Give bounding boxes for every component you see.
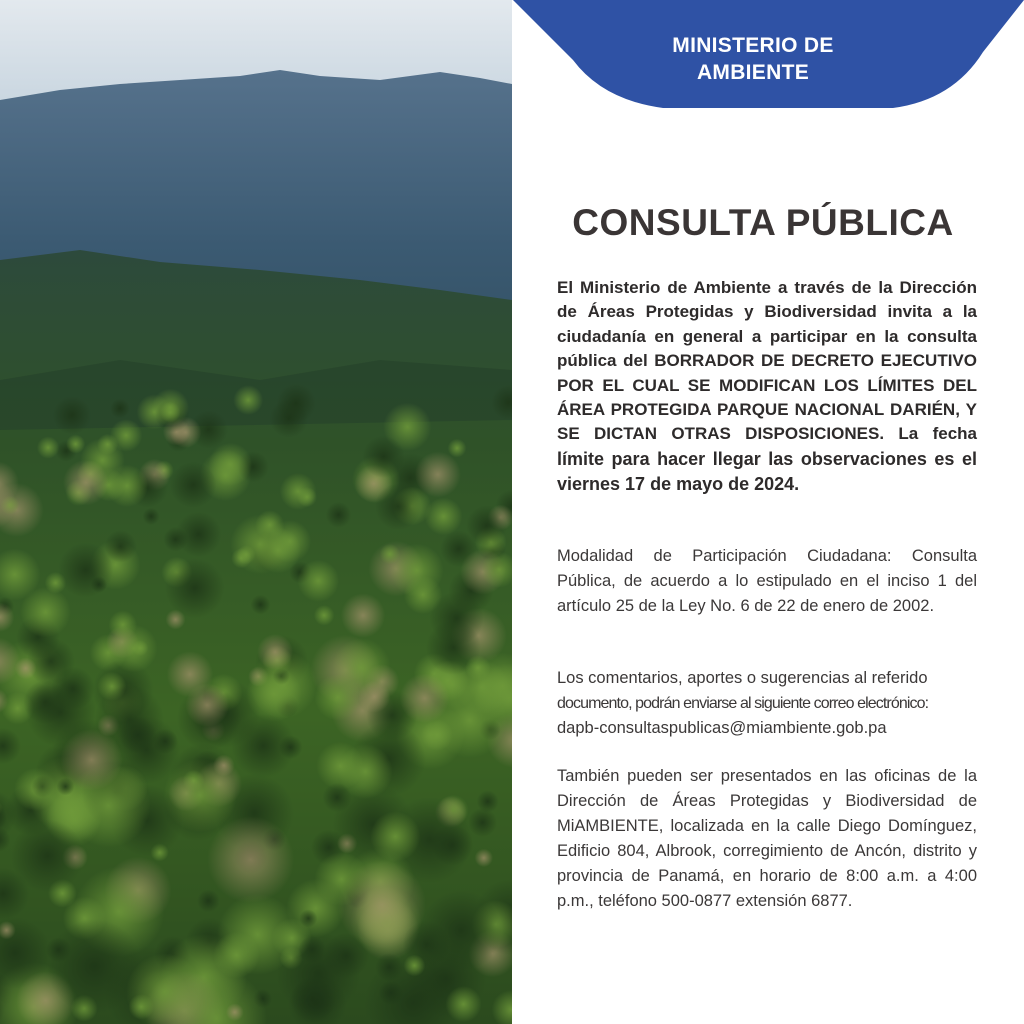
tree-canopy-texture — [375, 953, 403, 981]
tree-canopy-texture — [197, 889, 220, 912]
comments-paragraph — [557, 666, 977, 741]
tree-canopy-texture — [445, 986, 481, 1022]
tree-canopy-texture — [106, 465, 148, 507]
tree-canopy-texture — [207, 816, 294, 903]
ministry-name — [513, 32, 993, 86]
office-info: También pueden ser presentados en las oficinas de la Dirección de Áreas Protegidas y Biodiversidad de MiAMBIENTE, localizada en la calle Diego Domínguez, Edificio 804, Albrook, corregimiento de Ancón, distrito y provincia de Panamá, en horario de 8:00 a.m. a 4:00 p.m., teléfono 500-0877 extensión 6877. — [557, 767, 977, 910]
tree-canopy-texture — [358, 681, 390, 713]
tree-canopy-texture — [246, 666, 301, 721]
tree-canopy-texture — [297, 560, 339, 602]
tree-canopy-texture — [430, 591, 484, 645]
tree-canopy-texture — [226, 1003, 244, 1021]
tree-canopy-texture — [326, 502, 352, 528]
tree-canopy-texture — [110, 625, 158, 673]
ministry-name-line2: AMBIENTE — [696, 61, 810, 84]
tree-canopy-texture — [97, 434, 118, 455]
tree-canopy-texture — [170, 462, 216, 508]
comments-line2: documento, podrán enviarse al siguiente correo electrónico: — [557, 695, 929, 712]
tree-canopy-texture — [251, 595, 271, 615]
tree-canopy-texture — [314, 605, 335, 626]
tree-canopy-texture — [230, 515, 289, 574]
deadline-text: límite para hacer llegar las observaciones es el viernes 17 de mayo de 2024. — [557, 448, 977, 495]
tree-canopy-texture — [213, 932, 259, 978]
participation-mode: Modalidad de Participación Ciudadana: Consulta Pública, de acuerdo a lo estipulado en el inciso 1 del artículo 25 de la Ley No. 6 de 22 de enero de 2002. — [557, 547, 977, 615]
tree-canopy-texture — [448, 439, 467, 458]
tree-canopy-texture — [468, 808, 497, 837]
tree-canopy-texture — [58, 543, 113, 598]
tree-canopy-texture — [370, 811, 420, 861]
tree-canopy-texture — [415, 452, 461, 498]
contact-email[interactable]: dapb-consultaspublicas@miambiente.gob.pa — [557, 719, 887, 737]
tree-canopy-texture — [455, 660, 509, 714]
tree-canopy-texture — [110, 399, 130, 419]
tree-canopy-texture — [315, 852, 369, 906]
tree-canopy-texture — [46, 937, 71, 962]
tree-canopy-texture — [257, 634, 293, 670]
tree-canopy-texture — [276, 384, 315, 423]
tree-canopy-texture — [375, 483, 421, 529]
tree-canopy-texture — [160, 402, 181, 423]
tree-canopy-texture — [390, 544, 444, 598]
tree-canopy-texture — [61, 729, 123, 791]
tree-canopy-texture — [163, 527, 188, 552]
tree-canopy-texture — [53, 396, 91, 434]
tree-canopy-texture — [477, 790, 499, 812]
tree-canopy-texture — [11, 819, 84, 892]
announcement-text: El Ministerio de Ambiente a través de la Dirección de Áreas Protegidas y Biodiversidad invita a la ciudadanía en general a participar en la consulta pública del BORRADOR DE DECRETO EJECUTIVO POR EL CUAL SE MODIFICAN LOS LÍMITES DEL ÁREA PROTEGIDA PARQUE NACIONAL DARIÉN, Y SE DICTAN OTRAS DISPOSICIONES. La fecha — [557, 278, 977, 444]
tree-canopy-texture — [315, 674, 361, 720]
announcement-lead — [557, 276, 977, 498]
tree-canopy-texture — [425, 498, 463, 536]
tree-canopy-texture — [404, 955, 426, 977]
tree-canopy-texture — [341, 593, 385, 637]
ministry-name-line1: MINISTERIO DE — [672, 34, 834, 57]
tree-canopy-texture — [379, 981, 403, 1005]
tree-canopy-texture — [421, 719, 453, 751]
tree-canopy-texture — [165, 558, 225, 618]
tree-canopy-texture — [233, 385, 263, 415]
tree-canopy-texture — [338, 744, 393, 799]
tree-canopy-texture — [37, 436, 59, 458]
tree-canopy-texture — [185, 683, 229, 727]
tree-canopy-texture — [420, 890, 501, 971]
tree-canopy-texture — [400, 673, 450, 723]
tree-canopy-texture — [23, 680, 67, 724]
tree-canopy-texture — [362, 436, 404, 478]
tree-canopy-texture — [297, 487, 317, 507]
tree-canopy-texture — [143, 508, 160, 525]
tree-canopy-texture — [66, 434, 85, 453]
ministry-banner — [513, 0, 1024, 112]
tree-canopy-texture — [466, 505, 507, 546]
tree-canopy-texture — [63, 460, 109, 506]
tree-canopy-texture — [475, 849, 493, 867]
comments-line1: Los comentarios, aportes o sugerencias al referido — [557, 669, 928, 687]
tree-canopy-texture — [298, 936, 326, 964]
tree-canopy-texture — [299, 909, 317, 927]
page-title: CONSULTA PÚBLICA — [572, 202, 954, 243]
